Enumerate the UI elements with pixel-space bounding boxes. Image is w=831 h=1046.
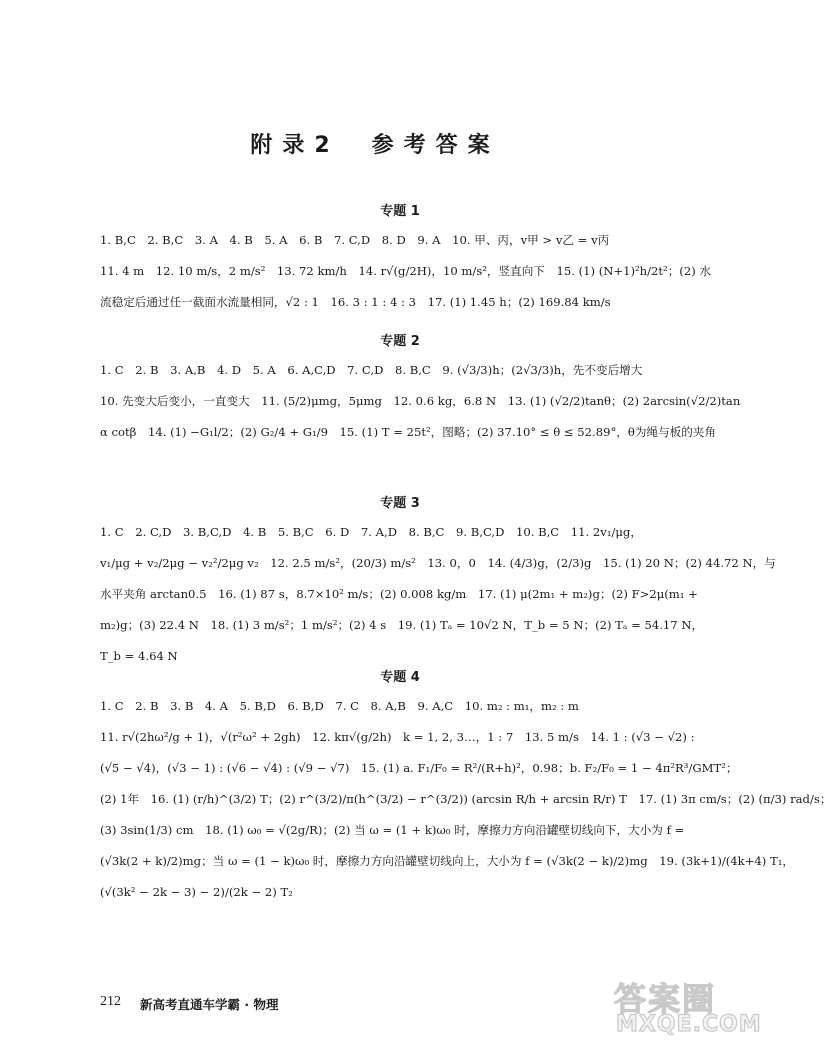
answer-line: T_b = 4.64 N xyxy=(100,649,178,663)
page-number: 212 xyxy=(100,994,121,1009)
answer-line: (√3k(2 + k)/2)mg；当 ω = (1 − k)ω₀ 时，摩擦力方向沿罐壁切线向上，大小为 f = (√3k(2 − k)/2)mg 19. (3k+1)/(4k+4) T₁， xyxy=(100,854,794,868)
watermark-top-text: 答案圈 xyxy=(614,980,717,1018)
section-title: 专题 2 xyxy=(380,334,420,349)
answer-line: 1. C 2. B 3. A,B 4. D 5. A 6. A,C,D 7. C,D 8. B,C 9. (√3/3)h；(2√3/3)h，先不变后增大 xyxy=(100,363,643,377)
section-1 xyxy=(100,200,711,318)
answer-line: (√(3k² − 2k − 3) − 2)/(2k − 2) T₂ xyxy=(100,885,293,899)
section-4 xyxy=(100,666,831,908)
answer-line: v₁/μg + v₂/2μg − v₂²/2μg v₂ 12. 2.5 m/s²，(20/3) m/s² 13. 0，0 14. (4/3)g，(2/3)g 15. (1) 20 N；(2) 44.72 N，与 xyxy=(100,556,776,570)
answer-line: m₂)g；(3) 22.4 N 18. (1) 3 m/s²；1 m/s²；(2) 4 s 19. (1) Tₐ = 10√2 N，T_b = 5 N；(2) Tₐ = 54.17 N， xyxy=(100,618,704,632)
section-title: 专题 1 xyxy=(380,204,420,219)
section-title: 专题 4 xyxy=(380,670,420,685)
answer-line: α cotβ 14. (1) −G₁l/2；(2) G₂/4 + G₁/9 15. (1) T = 25t²，图略；(2) 37.10° ≤ θ ≤ 52.89°，θ为绳与板的夹角 xyxy=(100,425,716,439)
section-2 xyxy=(100,330,741,448)
answer-line: 1. C 2. B 3. B 4. A 5. B,D 6. B,D 7. C 8. A,B 9. A,C 10. m₂ : m₁，m₂ : m xyxy=(100,699,579,713)
section-title: 专题 3 xyxy=(380,496,420,511)
answer-line: 1. B,C 2. B,C 3. A 4. B 5. A 6. B 7. C,D 8. D 9. A 10. 甲、丙，v甲 > v乙 = v丙 xyxy=(100,233,610,247)
book-title: 新高考直通车学霸 · 物理 xyxy=(140,997,279,1012)
answer-line: 1. C 2. C,D 3. B,C,D 4. B 5. B,C 6. D 7. A,D 8. B,C 9. B,C,D 10. B,C 11. 2v₁/μg， xyxy=(100,525,642,539)
answer-line: 11. 4 m 12. 10 m/s，2 m/s² 13. 72 km/h 14. r√(g/2H)，10 m/s²，竖直向下 15. (1) (N+1)²h/2t²；(2) 水 xyxy=(100,264,711,278)
answer-line: (√5 − √4)，(√3 − 1) : (√6 − √4) : (√9 − √7) 15. (1) a. F₁/F₀ = R²/(R+h)²，0.98；b. F₂/F₀ = 1 − 4π²R³/GMT²； xyxy=(100,761,738,775)
page-title: 附录2 参考答案 xyxy=(250,133,500,158)
answer-line: (3) 3sin(1/3) cm 18. (1) ω₀ = √(2g/R)；(2) 当 ω = (1 + k)ω₀ 时，摩擦力方向沿罐壁切线向下，大小为 f = xyxy=(100,823,685,837)
answer-line: 11. r√(2hω²/g + 1)，√(r²ω² + 2gh) 12. kπ√(g/2h) k = 1, 2, 3…，1 : 7 13. 5 m/s 14. 1 : (√3 − √2) : xyxy=(100,730,695,744)
answer-line: 流稳定后通过任一截面水流量相同，√2 : 1 16. 3 : 1 : 4 : 3 17. (1) 1.45 h；(2) 169.84 km/s xyxy=(100,295,611,309)
section-3 xyxy=(100,492,776,672)
answer-line: 水平夹角 arctan0.5 16. (1) 87 s，8.7×10² m/s；(2) 0.008 kg/m 17. (1) μ(2m₁ + m₂)g；(2) F>2μ(m₁ + xyxy=(100,587,698,601)
watermark-logo xyxy=(612,974,762,1040)
watermark-bottom-text: MXQE.COM xyxy=(616,1012,762,1037)
answer-line: 10. 先变大后变小，一直变大 11. (5/2)μmg，5μmg 12. 0.6 kg，6.8 N 13. (1) (√2/2)tanθ；(2) 2arcsin(√2/2)tan xyxy=(100,394,741,408)
answer-line: (2) 1年 16. (1) (r/h)^(3/2) T；(2) r^(3/2)/π(h^(3/2) − r^(3/2)) (arcsin R/h + arcsin R/r) T 17. (1) 3π cm/s；(2) (π/3) rad/s； xyxy=(100,792,831,806)
